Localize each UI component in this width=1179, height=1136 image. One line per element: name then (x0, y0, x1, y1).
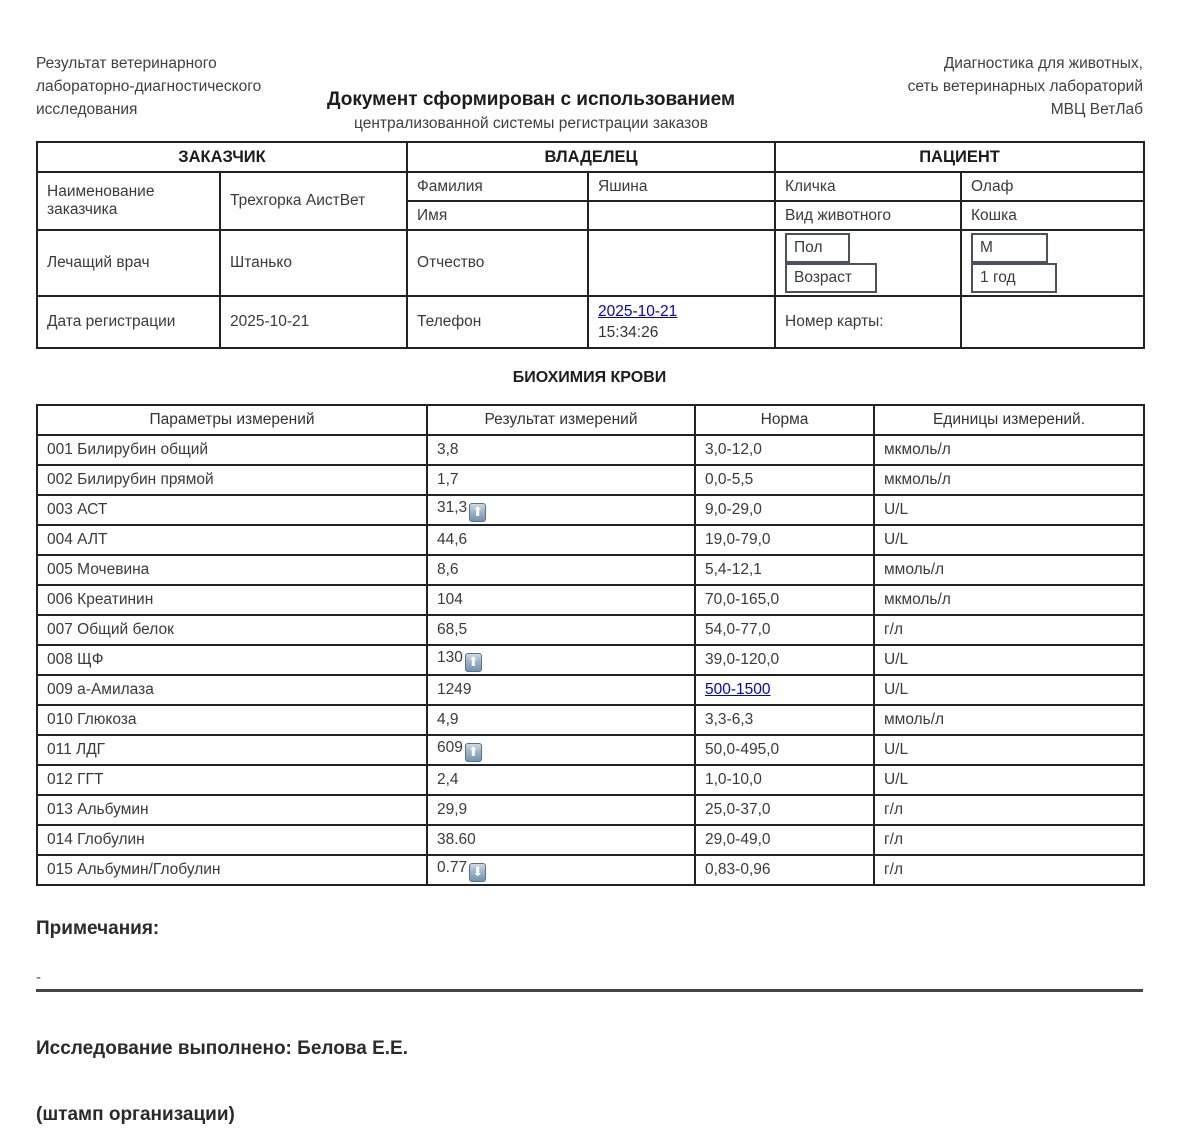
unit-cell: г/л (874, 795, 1144, 825)
notes-divider (36, 989, 1143, 992)
param-cell: 002 Билирубин прямой (37, 465, 427, 495)
nickname-label: Кличка (775, 172, 961, 201)
param-cell: 011 ЛДГ (37, 735, 427, 765)
low-flag-icon: ⬇ (469, 863, 486, 882)
result-cell (427, 825, 695, 855)
param-cell: 007 Общий белок (37, 615, 427, 645)
col-header-norm: Норма (695, 405, 874, 435)
result-row (37, 795, 1144, 825)
info-row (37, 296, 1144, 348)
info-header-row (37, 142, 1144, 172)
document-header (36, 0, 1143, 141)
param-cell: 013 Альбумин (37, 795, 427, 825)
regdate-label: Дата регистрации (37, 296, 220, 348)
result-value: 0.77 (437, 858, 468, 876)
sex-age-labels-cell (775, 230, 961, 296)
report-type-line: Результат ветеринарного (36, 55, 217, 72)
phone-date-link[interactable]: 2025-10-21 (598, 303, 678, 320)
unit-cell: U/L (874, 735, 1144, 765)
unit-cell: г/л (874, 855, 1144, 885)
patronymic-value (588, 230, 775, 296)
result-cell (427, 645, 695, 675)
result-row (37, 465, 1144, 495)
firstname-label: Имя (407, 201, 588, 230)
result-cell (427, 555, 695, 585)
regdate-value: 2025-10-21 (220, 296, 407, 348)
result-value: 609 (437, 738, 463, 756)
card-number-value (961, 296, 1144, 348)
result-row (37, 675, 1144, 705)
result-row (37, 585, 1144, 615)
param-cell: 004 АЛТ (37, 525, 427, 555)
lab-network-line: сеть ветеринарных лабораторий (907, 78, 1143, 95)
phone-label: Телефон (407, 296, 588, 348)
result-cell (427, 765, 695, 795)
unit-cell: U/L (874, 645, 1144, 675)
norm-cell: 25,0-37,0 (695, 795, 874, 825)
result-value: 44,6 (437, 531, 468, 548)
param-cell: 012 ГГТ (37, 765, 427, 795)
unit-cell: мкмоль/л (874, 435, 1144, 465)
species-label: Вид животного (775, 201, 961, 230)
norm-cell: 9,0-29,0 (695, 495, 874, 525)
result-row (37, 855, 1144, 885)
norm-cell: 19,0-79,0 (695, 525, 874, 555)
document-title-main: Документ сформирован с использованием (326, 89, 736, 110)
unit-cell: ммоль/л (874, 555, 1144, 585)
param-cell: 009 а-Амилаза (37, 675, 427, 705)
param-cell: 006 Креатинин (37, 585, 427, 615)
norm-cell (695, 675, 874, 705)
info-row (37, 230, 1144, 296)
section-owner-header: ВЛАДЕЛЕЦ (407, 142, 775, 172)
performed-by-text: Исследование выполнено: Белова Е.Е. (36, 1038, 408, 1059)
norm-cell: 3,0-12,0 (695, 435, 874, 465)
result-value: 29,9 (437, 801, 468, 818)
results-table (36, 404, 1145, 886)
result-row (37, 825, 1144, 855)
col-header-result: Результат измерений (427, 405, 695, 435)
report-type-text (36, 52, 261, 121)
result-cell (427, 585, 695, 615)
document-title (296, 88, 766, 134)
customer-name-value: Трехгорка АистВет (220, 172, 407, 230)
param-cell: 001 Билирубин общий (37, 435, 427, 465)
norm-cell: 0,83-0,96 (695, 855, 874, 885)
norm-cell: 0,0-5,5 (695, 465, 874, 495)
norm-cell: 3,3-6,3 (695, 705, 874, 735)
norm-cell: 54,0-77,0 (695, 615, 874, 645)
patronymic-label: Отчество (407, 230, 588, 296)
result-cell (427, 525, 695, 555)
result-row (37, 735, 1144, 765)
result-cell (427, 855, 695, 885)
result-cell (427, 735, 695, 765)
result-row (37, 645, 1144, 675)
result-cell (427, 675, 695, 705)
col-header-parameter: Параметры измерений (37, 405, 427, 435)
surname-label: Фамилия (407, 172, 588, 201)
unit-cell: г/л (874, 825, 1144, 855)
param-cell: 005 Мочевина (37, 555, 427, 585)
result-value: 1249 (437, 681, 472, 698)
section-patient-header: ПАЦИЕНТ (775, 142, 1144, 172)
norm-cell: 29,0-49,0 (695, 825, 874, 855)
result-cell (427, 615, 695, 645)
high-flag-icon: ⬆ (465, 743, 482, 762)
result-value: 104 (437, 591, 463, 608)
lab-network-line: Диагностика для животных, (943, 55, 1143, 72)
result-value: 130 (437, 648, 463, 666)
unit-cell: U/L (874, 765, 1144, 795)
param-cell: 015 Альбумин/Глобулин (37, 855, 427, 885)
norm-cell: 5,4-12,1 (695, 555, 874, 585)
unit-cell: мкмоль/л (874, 585, 1144, 615)
customer-name-label: Наименование заказчика (37, 172, 220, 230)
notes-text: - (36, 969, 41, 986)
info-table (36, 141, 1145, 349)
norm-cell: 39,0-120,0 (695, 645, 874, 675)
info-row (37, 172, 1144, 201)
result-cell (427, 795, 695, 825)
phone-value-cell (588, 296, 775, 348)
notes-heading: Примечания: (36, 918, 160, 939)
unit-cell: мкмоль/л (874, 465, 1144, 495)
document-title-sub: централизованной системы регистрации заказов (354, 115, 708, 132)
norm-cell: 1,0-10,0 (695, 765, 874, 795)
result-value: 38.60 (437, 831, 476, 848)
lab-network-line: МВЦ ВетЛаб (1050, 101, 1143, 118)
result-row (37, 495, 1144, 525)
result-value: 31,3 (437, 498, 468, 516)
high-flag-icon: ⬆ (469, 503, 486, 522)
sex-age-values-cell (961, 230, 1144, 296)
result-row (37, 615, 1144, 645)
card-number-label: Номер карты: (775, 296, 961, 348)
unit-cell: U/L (874, 495, 1144, 525)
result-cell (427, 465, 695, 495)
unit-cell: ммоль/л (874, 705, 1144, 735)
high-flag-icon: ⬆ (465, 653, 482, 672)
species-value: Кошка (961, 201, 1144, 230)
result-cell (427, 705, 695, 735)
norm-range-link[interactable]: 500-1500 (705, 681, 771, 698)
result-value: 2,4 (437, 771, 459, 788)
result-cell (427, 435, 695, 465)
firstname-value (588, 201, 775, 230)
norm-cell: 70,0-165,0 (695, 585, 874, 615)
param-cell: 003 АСТ (37, 495, 427, 525)
section-title-biochemistry: БИОХИМИЯ КРОВИ (512, 369, 667, 386)
age-value-box: 1 год (971, 263, 1057, 293)
report-type-line: исследования (36, 101, 138, 118)
phone-time-text: 15:34:26 (598, 324, 659, 341)
result-value: 8,6 (437, 561, 459, 578)
surname-value: Яшина (588, 172, 775, 201)
lab-network-text (908, 52, 1143, 121)
organization-stamp-text: (штамп организации) (36, 1104, 235, 1125)
results-body (37, 435, 1144, 885)
doctor-label: Лечащий врач (37, 230, 220, 296)
result-cell (427, 495, 695, 525)
results-header-row (37, 405, 1144, 435)
unit-cell: г/л (874, 615, 1144, 645)
section-customer-header: ЗАКАЗЧИК (37, 142, 407, 172)
sex-label-box: Пол (785, 233, 850, 263)
result-row (37, 555, 1144, 585)
norm-cell: 50,0-495,0 (695, 735, 874, 765)
result-row (37, 525, 1144, 555)
unit-cell: U/L (874, 675, 1144, 705)
result-value: 4,9 (437, 711, 459, 728)
age-label-box: Возраст (785, 263, 877, 293)
nickname-value: Олаф (961, 172, 1144, 201)
col-header-units: Единицы измерений. (874, 405, 1144, 435)
param-cell: 010 Глюкоза (37, 705, 427, 735)
result-row (37, 435, 1144, 465)
param-cell: 014 Глобулин (37, 825, 427, 855)
doctor-value: Штанько (220, 230, 407, 296)
result-value: 68,5 (437, 621, 468, 638)
result-value: 1,7 (437, 471, 459, 488)
report-type-line: лабораторно-диагностического (36, 78, 262, 95)
unit-cell: U/L (874, 525, 1144, 555)
param-cell: 008 ЩФ (37, 645, 427, 675)
result-value: 3,8 (437, 441, 459, 458)
result-row (37, 765, 1144, 795)
result-row (37, 705, 1144, 735)
sex-value-box: М (971, 233, 1048, 263)
